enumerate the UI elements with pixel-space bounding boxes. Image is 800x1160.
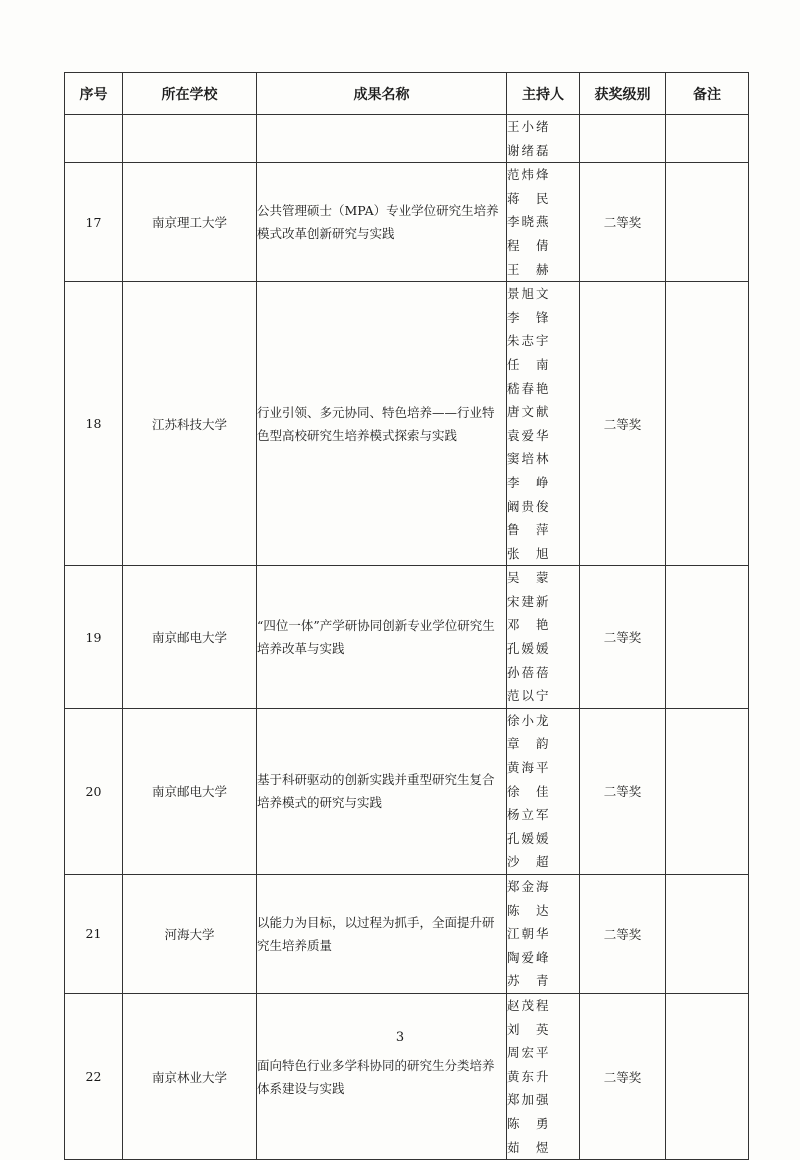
cell-school: 南京邮电大学 bbox=[123, 708, 257, 874]
cell-hosts bbox=[507, 282, 580, 566]
host-name: 黄海平 bbox=[507, 760, 551, 776]
host-name: 郑金海 bbox=[507, 879, 551, 894]
cell-num: 19 bbox=[65, 566, 123, 709]
host-name: 江朝华 bbox=[507, 926, 551, 942]
host-name: 范以宁 bbox=[507, 688, 551, 704]
host-name: 沙 超 bbox=[507, 854, 551, 870]
cell-hosts bbox=[507, 875, 580, 994]
host-name: 陶爱峰 bbox=[507, 949, 551, 965]
header-school: 所在学校 bbox=[123, 73, 257, 115]
cell-school bbox=[123, 115, 257, 163]
cell-note bbox=[666, 115, 749, 163]
host-name: 郑加强 bbox=[507, 1092, 551, 1108]
host-name: 窦培林 bbox=[507, 451, 551, 467]
host-name: 王 赫 bbox=[507, 261, 551, 277]
cell-level: 二等奖 bbox=[580, 708, 666, 874]
cell-title: 面向特色行业多学科协同的研究生分类培养体系建设与实践 bbox=[257, 993, 507, 1159]
header-num: 序号 bbox=[65, 73, 123, 115]
host-name: 陈 达 bbox=[507, 902, 551, 918]
host-name: 任 南 bbox=[507, 356, 551, 372]
cell-title bbox=[257, 115, 507, 163]
header-note: 备注 bbox=[666, 73, 749, 115]
host-name: 孔媛媛 bbox=[507, 641, 551, 657]
table-row bbox=[65, 708, 749, 874]
table-row bbox=[65, 566, 749, 709]
cell-school: 南京林业大学 bbox=[123, 993, 257, 1159]
host-name: 程 倩 bbox=[507, 237, 551, 253]
cell-num: 18 bbox=[65, 282, 123, 566]
host-name: 苏 青 bbox=[507, 973, 551, 989]
header-level: 获奖级别 bbox=[580, 73, 666, 115]
cell-level: 二等奖 bbox=[580, 566, 666, 709]
host-name: 张 旭 bbox=[507, 545, 551, 561]
host-name: 范炜烽 bbox=[507, 167, 551, 183]
host-name: 蒋 民 bbox=[507, 190, 551, 206]
cell-note bbox=[666, 282, 749, 566]
table-row bbox=[65, 993, 749, 1159]
table-row bbox=[65, 282, 749, 566]
host-name: 孙蓓蓓 bbox=[507, 664, 551, 680]
host-name: 周宏平 bbox=[507, 1045, 551, 1061]
cell-num: 17 bbox=[65, 163, 123, 282]
table-row bbox=[65, 163, 749, 282]
cell-school: 河海大学 bbox=[123, 875, 257, 994]
cell-level: 二等奖 bbox=[580, 993, 666, 1159]
cell-hosts bbox=[507, 708, 580, 874]
table-row bbox=[65, 115, 749, 163]
cell-hosts bbox=[507, 993, 580, 1159]
host-name: 刘 英 bbox=[507, 1021, 551, 1037]
cell-level: 二等奖 bbox=[580, 163, 666, 282]
host-name: 茹 煜 bbox=[507, 1139, 551, 1155]
host-name: 赵茂程 bbox=[507, 997, 551, 1013]
cell-hosts bbox=[507, 115, 580, 163]
host-name: 杨立军 bbox=[507, 807, 551, 823]
host-name: 王小绪 bbox=[507, 119, 551, 134]
host-name: 徐小龙 bbox=[507, 712, 551, 728]
host-name: 朱志宇 bbox=[507, 333, 551, 349]
cell-title: 行业引领、多元协同、特色培养——行业特色型高校研究生培养模式探索与实践 bbox=[257, 282, 507, 566]
cell-school: 南京理工大学 bbox=[123, 163, 257, 282]
cell-title: 以能力为目标，以过程为抓手，全面提升研究生培养质量 bbox=[257, 875, 507, 994]
cell-note bbox=[666, 566, 749, 709]
cell-num: 21 bbox=[65, 875, 123, 994]
cell-school: 江苏科技大学 bbox=[123, 282, 257, 566]
host-name: 陈 勇 bbox=[507, 1115, 551, 1131]
header-host: 主持人 bbox=[507, 73, 580, 115]
host-name: 景旭文 bbox=[507, 286, 551, 302]
page-number: 3 bbox=[395, 1030, 405, 1045]
cell-num: 20 bbox=[65, 708, 123, 874]
cell-num: 22 bbox=[65, 993, 123, 1159]
host-name: 李 峥 bbox=[507, 474, 551, 490]
header-row bbox=[65, 73, 749, 115]
cell-title: “四位一体”产学研协同创新专业学位研究生培养改革与实践 bbox=[257, 566, 507, 709]
cell-num bbox=[65, 115, 123, 163]
cell-school: 南京邮电大学 bbox=[123, 566, 257, 709]
host-name: 唐文献 bbox=[507, 404, 551, 420]
host-name: 黄东升 bbox=[507, 1068, 551, 1084]
cell-note bbox=[666, 875, 749, 994]
host-name: 邓 艳 bbox=[507, 617, 551, 633]
cell-hosts bbox=[507, 566, 580, 709]
cell-title: 公共管理硕士（MPA）专业学位研究生培养模式改革创新研究与实践 bbox=[257, 163, 507, 282]
host-name: 阚贵俊 bbox=[507, 498, 551, 514]
host-name: 章 韵 bbox=[507, 736, 551, 752]
host-name: 谢绪磊 bbox=[507, 142, 551, 158]
table-row bbox=[65, 875, 749, 994]
cell-note bbox=[666, 993, 749, 1159]
cell-level bbox=[580, 115, 666, 163]
cell-title: 基于科研驱动的创新实践并重型研究生复合培养模式的研究与实践 bbox=[257, 708, 507, 874]
cell-hosts bbox=[507, 163, 580, 282]
host-name: 宋建新 bbox=[507, 593, 551, 609]
host-name: 嵇春艳 bbox=[507, 380, 551, 396]
awards-table bbox=[64, 72, 749, 1160]
cell-level: 二等奖 bbox=[580, 282, 666, 566]
host-name: 吴 蒙 bbox=[507, 570, 551, 586]
host-name: 鲁 萍 bbox=[507, 522, 551, 538]
host-name: 李 锋 bbox=[507, 309, 551, 325]
host-name: 李晓燕 bbox=[507, 214, 551, 230]
host-name: 孔媛媛 bbox=[507, 830, 551, 846]
host-name: 徐 佳 bbox=[507, 783, 551, 799]
cell-level: 二等奖 bbox=[580, 875, 666, 994]
cell-note bbox=[666, 708, 749, 874]
host-name: 袁爱华 bbox=[507, 427, 551, 443]
cell-note bbox=[666, 163, 749, 282]
header-title: 成果名称 bbox=[257, 73, 507, 115]
